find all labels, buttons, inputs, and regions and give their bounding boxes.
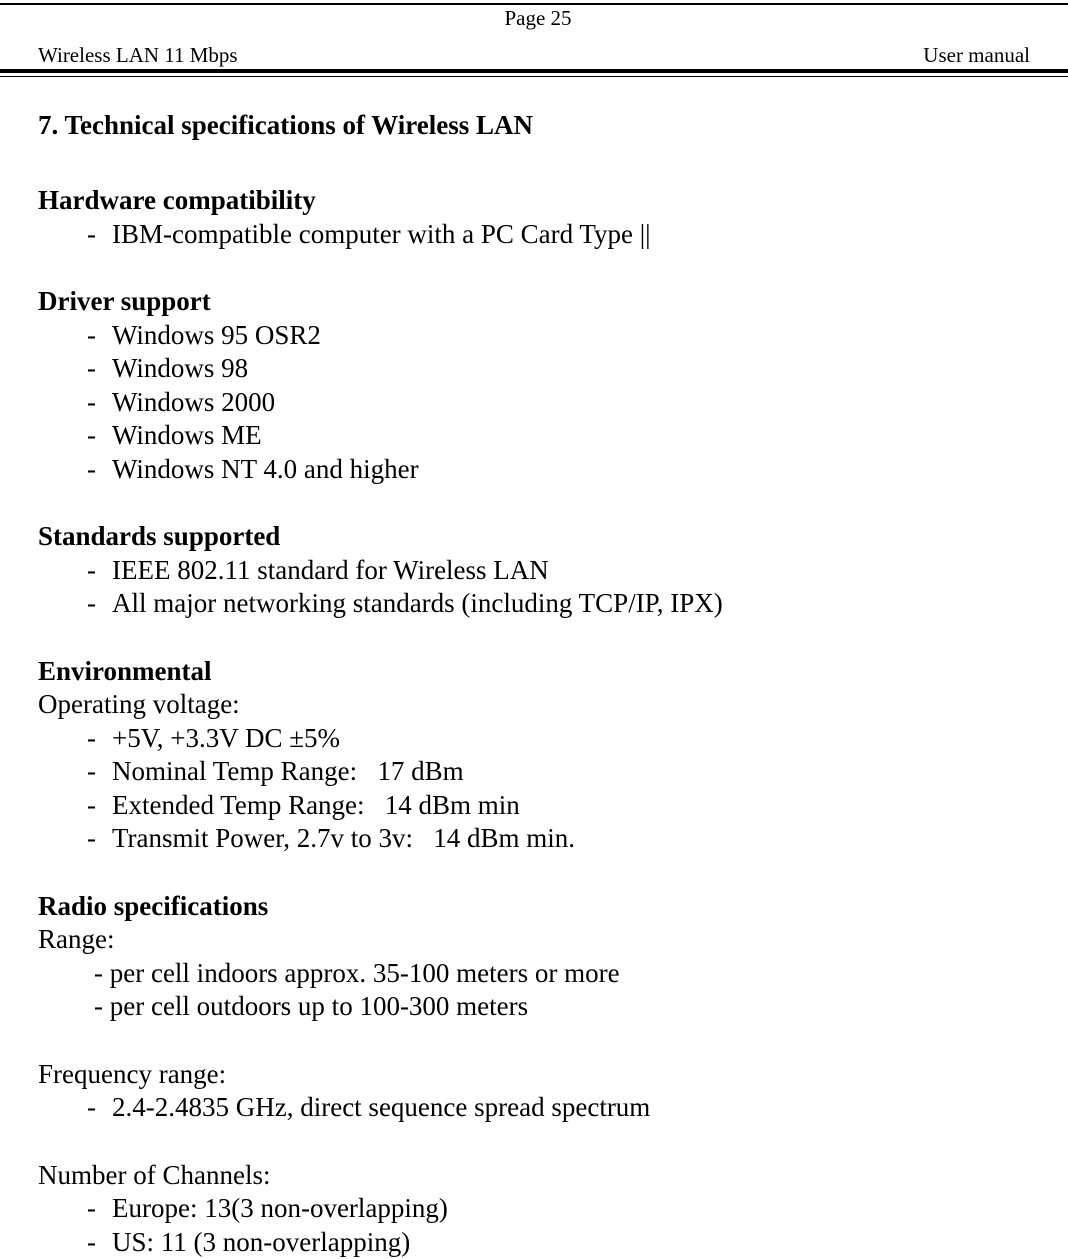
frequency-label: Frequency range: [38,1058,1038,1092]
list-item: - All major networking standards (including TCP/IP, IPX) [38,587,1038,621]
list-item: - IEEE 802.11 standard for Wireless LAN [38,554,1038,588]
header-rule-thick [0,69,1068,73]
page-number: Page 25 [0,6,1068,31]
list-item: - 2.4-2.4835 GHz, direct sequence spread spectrum [38,1091,1038,1125]
hardware-heading: Hardware compatibility [38,184,1038,218]
list-item: - Windows NT 4.0 and higher [38,453,1038,487]
list-item: - US: 11 (3 non-overlapping) [38,1226,1038,1259]
document-body [38,109,1038,1259]
list-item: - Nominal Temp Range: 17 dBm [38,755,1038,789]
operating-voltage-label: Operating voltage: [38,688,1038,722]
list-item: - per cell indoors approx. 35-100 meters or more [38,957,1038,991]
header-top-rule [0,3,1068,5]
section-title: 7. Technical specifications of Wireless LAN [38,109,1038,150]
header-rule-thin [0,76,1068,77]
list-item: - Windows 2000 [38,386,1038,420]
list-item: - +5V, +3.3V DC ±5% [38,722,1038,756]
list-item: - Extended Temp Range: 14 dBm min [38,789,1038,823]
channels-label: Number of Channels: [38,1159,1038,1193]
list-item: - per cell outdoors up to 100-300 meters [38,990,1038,1024]
list-item: - IBM-compatible computer with a PC Card Type || [38,218,1038,252]
list-item: - Windows 98 [38,352,1038,386]
range-label: Range: [38,923,1038,957]
standards-heading: Standards supported [38,520,1038,554]
list-item: - Transmit Power, 2.7v to 3v: 14 dBm min. [38,822,1038,856]
header-doc-type: User manual [923,43,1030,68]
radio-heading: Radio specifications [38,890,1038,924]
driver-heading: Driver support [38,285,1038,319]
list-item: - Europe: 13(3 non-overlapping) [38,1192,1038,1226]
list-item: - Windows ME [38,419,1038,453]
header-doc-title: Wireless LAN 11 Mbps [38,43,238,68]
environmental-heading: Environmental [38,655,1038,689]
list-item: - Windows 95 OSR2 [38,319,1038,353]
